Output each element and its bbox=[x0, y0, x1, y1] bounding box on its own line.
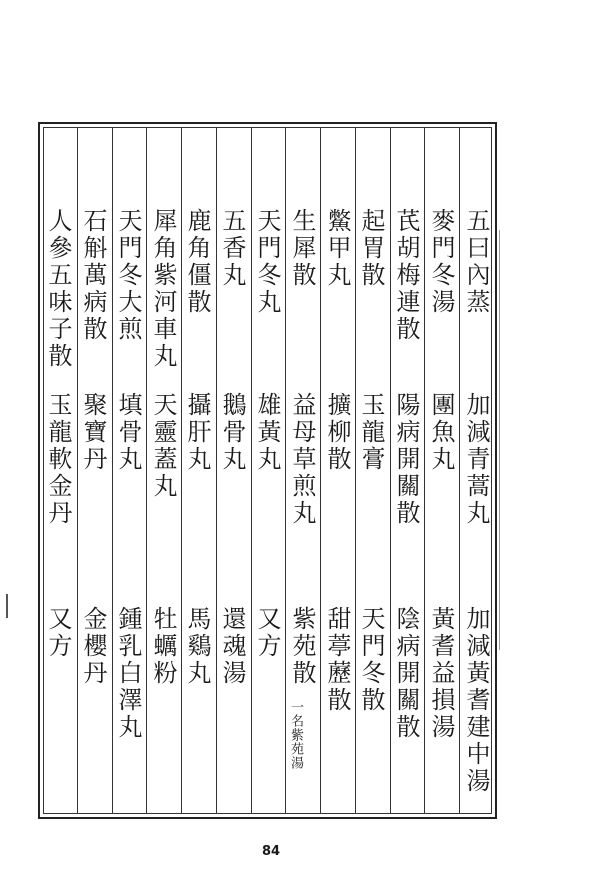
column-rule bbox=[424, 128, 425, 814]
column-entry-top: 天門冬大煎 bbox=[114, 208, 142, 343]
column-rule bbox=[390, 128, 391, 814]
column-entry-bottom: 又方 bbox=[253, 606, 281, 660]
column-entry-bottom: 金櫻丹 bbox=[79, 606, 107, 687]
column-entry-bottom: 鍾乳白澤丸 bbox=[114, 606, 142, 741]
column-rule bbox=[320, 128, 321, 814]
column-entry-bottom: 黃耆益損湯 bbox=[427, 606, 455, 741]
column-entry-mid: 填骨丸 bbox=[114, 392, 142, 473]
column-entry-bottom: 紫苑散 bbox=[288, 606, 316, 687]
column-entry-bottom: 天門冬散 bbox=[357, 606, 385, 714]
column-entry-bottom: 加減黃耆建中湯 bbox=[462, 606, 490, 795]
column-entry-bottom: 馬鷄丸 bbox=[183, 606, 211, 687]
column-entry-mid: 加減青蒿丸 bbox=[462, 392, 490, 527]
column-entry-top: 生犀散 bbox=[288, 208, 316, 289]
column-entry-mid: 天靈蓋丸 bbox=[149, 392, 177, 500]
column-entry-top: 五曰內蒸 bbox=[462, 208, 490, 316]
column-rule bbox=[251, 128, 252, 814]
column-entry-top: 石斛萬病散 bbox=[79, 208, 107, 343]
column-entry-top: 犀角紫河車丸 bbox=[149, 208, 177, 370]
column-rule bbox=[77, 128, 78, 814]
column-entry-bottom: 甜葶藶散 bbox=[323, 606, 351, 714]
column-entry-mid: 團魚丸 bbox=[427, 392, 455, 473]
column-entry-mid: 攝肝丸 bbox=[183, 392, 211, 473]
column-entry-top: 麥門冬湯 bbox=[427, 208, 455, 316]
column-entry-bottom: 陰病開關散 bbox=[392, 606, 420, 741]
column-entry-top: 天門冬丸 bbox=[253, 208, 281, 316]
column-entry-top: 起胃散 bbox=[357, 208, 385, 289]
column-entry-mid: 鵝骨丸 bbox=[218, 392, 246, 473]
page-number: 84 bbox=[262, 844, 281, 859]
column-rule bbox=[181, 128, 182, 814]
column-entry-bottom: 牡蠣粉 bbox=[149, 606, 177, 687]
column-entry-top: 人參五味子散 bbox=[44, 208, 72, 370]
column-entry-bottom: 又方 bbox=[44, 606, 72, 660]
column-entry-top: 芪胡梅連散 bbox=[392, 208, 420, 343]
column-rule bbox=[216, 128, 217, 814]
spine-edge bbox=[499, 230, 510, 650]
column-entry-mid: 玉龍膏 bbox=[357, 392, 385, 473]
column-entry-top: 鱉甲丸 bbox=[323, 208, 351, 289]
column-entry-bottom: 還魂湯 bbox=[218, 606, 246, 687]
column-rule bbox=[459, 128, 460, 814]
column-rule bbox=[112, 128, 113, 814]
column-rule bbox=[285, 128, 286, 814]
column-entry-mid: 聚寶丹 bbox=[79, 392, 107, 473]
column-entry-mid: 玉龍軟金丹 bbox=[44, 392, 72, 527]
column-note: 一名紫苑湯 bbox=[288, 700, 303, 770]
column-entry-top: 鹿角僵散 bbox=[183, 208, 211, 316]
margin-mark bbox=[6, 594, 8, 618]
column-entry-mid: 益母草煎丸 bbox=[288, 392, 316, 527]
column-entry-mid: 擴柳散 bbox=[323, 392, 351, 473]
column-entry-mid: 雄黃丸 bbox=[253, 392, 281, 473]
column-entry-top: 五香丸 bbox=[218, 208, 246, 289]
column-entry-mid: 陽病開關散 bbox=[392, 392, 420, 527]
column-rule bbox=[355, 128, 356, 814]
column-rule bbox=[146, 128, 147, 814]
